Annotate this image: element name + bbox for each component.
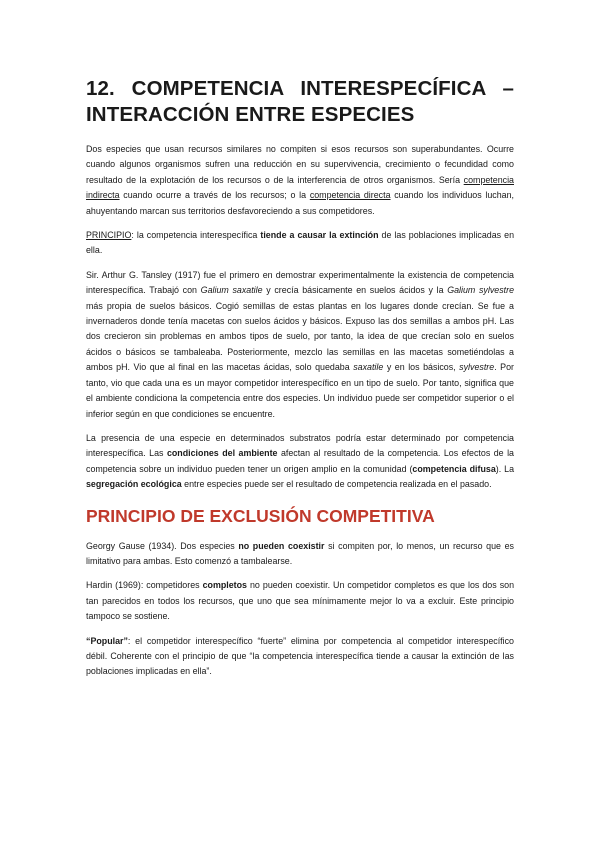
term-competencia-indirecta: competencia indirecta [86, 174, 514, 201]
text: Dos especies que usan recursos similares no compiten si esos recursos son superabundantes. Ocurre cuando algunos organismos sufren una reducción en su supervivencia, crecimiento o fecundidad como resultado de la explotación de los recursos o de la interferencia de otros organismos. Sería [86, 144, 514, 185]
term-competencia-directa: competencia directa [309, 190, 391, 201]
text: : el competidor interespecífico “fuerte” elimina por competencia al competidor interespecífico débil. Coherente con el principio de que “la competencia interespecífica tiende a causar la extinción de las poblaciones implicadas en ella”. [86, 635, 514, 677]
text: si compiten por, lo menos, un recurso que es limitativo para ambas. Esto comenzó a tambalearse. [86, 540, 514, 566]
paragraph-tansley [86, 268, 514, 422]
text: : la competencia interespecífica [131, 230, 261, 241]
page-title-line-2: INTERACCIÓN ENTRE ESPECIES [86, 103, 415, 126]
principio-label: PRINCIPIO [86, 230, 132, 241]
paragraph-popular [86, 634, 514, 680]
text: de las poblaciones implicadas en ella. [86, 230, 514, 256]
text: cuando los individuos luchan, ahuyentando marcan sus territorios desfavoreciendo a sus competidores. [86, 190, 514, 216]
bold-text: “Popular” [86, 635, 128, 646]
section-heading-exclusion: PRINCIPIO DE EXCLUSIÓN COMPETITIVA [86, 505, 435, 526]
text: Hardin (1969): competidores [86, 580, 203, 591]
bold-text: competencia difusa [412, 463, 496, 474]
species-name: Galium sylvestre [447, 285, 514, 296]
paragraph-hardin [86, 578, 514, 624]
text: entre especies puede ser el resultado de competencia realizada en el pasado. [181, 479, 492, 490]
species-name: sylvestre [459, 362, 495, 373]
species-name: saxatile [353, 362, 384, 373]
paragraph-substratos [86, 431, 514, 493]
text: y crecía básicamente en suelos ácidos y la [262, 285, 448, 296]
text: más propia de suelos básicos. Cogió semillas de estas plantas en los lugares donde crecían. Se fue a invernaderos donde tenía macetas con suelos ácidos y básicos. Expuso las dos semillas a ambos pH. Las dos crecieron sin problemas en ambos tipos de suelo, por tanto, la idea de que crecían solo en suelos ácidos o básicos se tambaleaba. Posteriormente, mezclo las semillas en las macetas sometiéndolas a ambos pH. Vio que al final en las macetas ácidas, solo quedaba [86, 300, 514, 373]
bold-text: condiciones del ambiente [166, 448, 278, 459]
text: Georgy Gause (1934). Dos especies [86, 540, 239, 551]
paragraph-intro [86, 142, 514, 219]
bold-text: tiende a causar la extinción [260, 230, 379, 241]
page-title-line-1: 12. COMPETENCIA INTERESPECÍFICA – [86, 77, 514, 100]
text: afectan al resultado de la competencia. Los efectos de la competencia sobre un individuo pueden tener un origen amplio en la comunidad ( [86, 448, 514, 474]
page-title [86, 76, 514, 128]
bold-text: completos [202, 580, 247, 591]
species-name: Galium saxatile [200, 285, 263, 296]
paragraph-principio [86, 228, 514, 259]
text: cuando ocurre a través de los recursos; o la [119, 190, 310, 201]
text: y en los básicos, [383, 362, 460, 373]
bold-text: no pueden coexistir [238, 540, 325, 551]
text: ). La [495, 463, 515, 474]
text: no pueden coexistir. Un competidor completos es que los dos son tan parecidos en todos los recursos, que uno que sea mínimamente mejor lo va a excluir. Este principio tampoco se sostiene. [86, 580, 514, 622]
bold-text: segregación ecológica [86, 479, 182, 490]
text: . Por tanto, vio que cada una es un mayor competidor interespecífico en un tipo de suelo. Por tanto, significa que el ambiente condiciona la competencia entre dos especies. Un individuo puede ser competidor superior o el inferior según en que condiciones se encuentre. [86, 362, 514, 419]
text: La presencia de una especie en determinados substratos podría estar determinado por competencia interespecífica. Las [86, 432, 514, 459]
paragraph-gause [86, 539, 514, 570]
document-page [86, 76, 514, 689]
text: Sir. Arthur G. Tansley (1917) fue el primero en demostrar experimentalmente la existencia de competencia interespecífica. Trabajó con [86, 269, 514, 296]
